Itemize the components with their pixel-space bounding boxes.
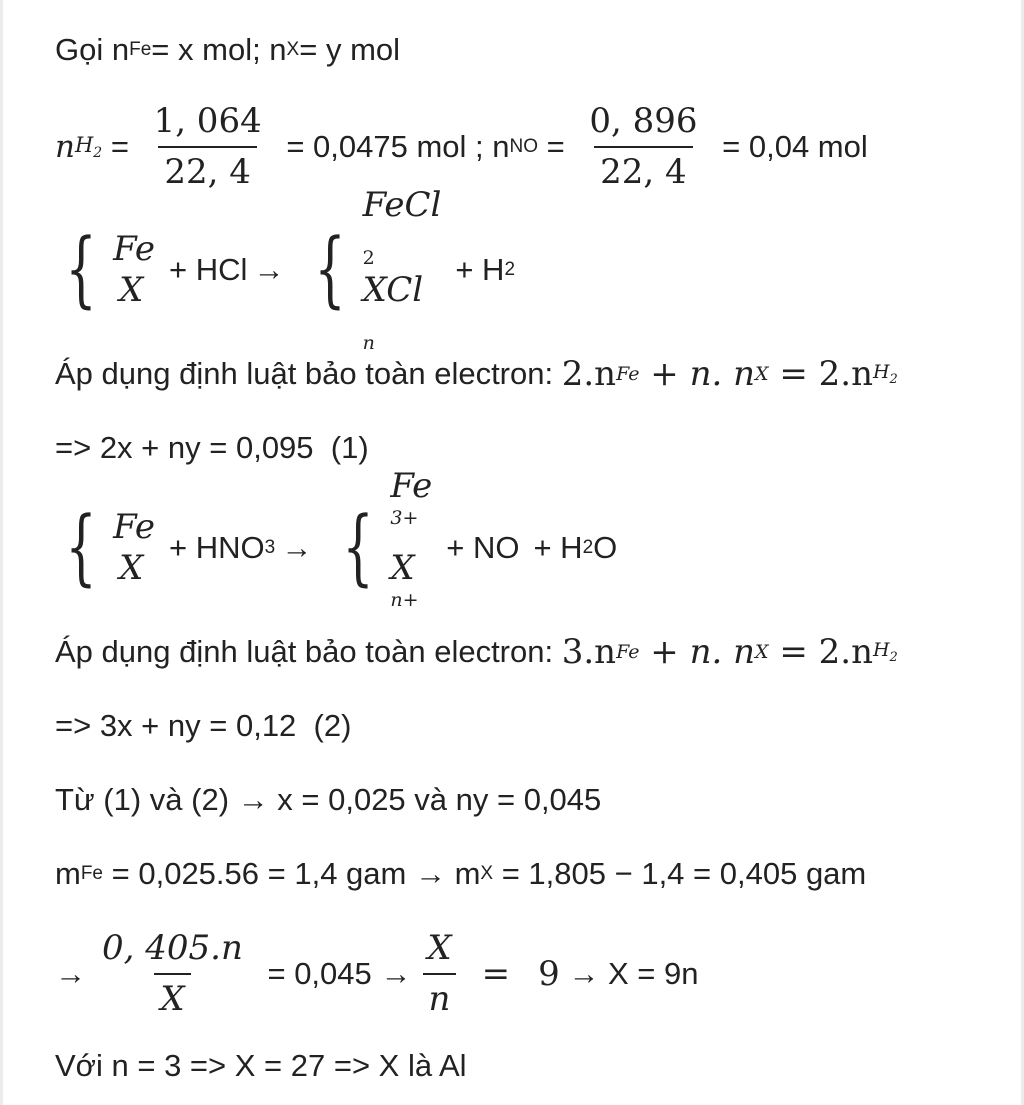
reactant-fe: Fe xyxy=(113,229,156,270)
math: 2.n xyxy=(561,354,617,394)
math: = xyxy=(481,954,511,994)
subscript xyxy=(873,639,898,665)
reagent: + HCl xyxy=(169,252,248,287)
math: = xyxy=(768,632,819,672)
denominator: 22, 4 xyxy=(158,146,257,191)
math: = xyxy=(768,354,819,394)
subsubscript: 2 xyxy=(889,649,898,665)
numerator: 0, 896 xyxy=(589,100,698,141)
subscript xyxy=(873,361,898,387)
text: Với n = 3 => X = 27 => X là Al xyxy=(55,1048,467,1083)
text: Từ (1) và (2) → x = 0,025 và ny = 0,045 xyxy=(55,782,602,817)
math: + xyxy=(639,632,690,672)
left-brace-icon: { xyxy=(342,500,374,595)
left-brace-icon: { xyxy=(65,222,97,317)
subscript: 2 xyxy=(504,259,516,280)
subsubscript: 2 xyxy=(93,145,103,162)
arrow-icon: → xyxy=(281,530,313,565)
subscript-text: H xyxy=(872,639,890,662)
formula: XCl xyxy=(362,270,424,310)
math: n. n xyxy=(689,632,755,672)
reactant-stack xyxy=(113,229,155,311)
math: 9 xyxy=(538,954,560,994)
fraction-h2 xyxy=(148,100,268,192)
superscript: n+ xyxy=(390,588,419,611)
text: = 0,04 mol xyxy=(713,129,868,164)
denominator: 22, 4 xyxy=(594,146,693,191)
arrow-icon: → xyxy=(55,956,86,991)
reagent: + HNO xyxy=(169,530,265,565)
numerator: 0, 405.n xyxy=(102,927,243,968)
subscript: Fe xyxy=(616,363,640,385)
product-xcln xyxy=(363,270,442,355)
subscript: Fe xyxy=(616,641,640,663)
text: → X = 9n xyxy=(559,956,699,991)
formula: Fe xyxy=(390,466,433,507)
product-no: + NO xyxy=(446,530,520,565)
left-brace-icon: { xyxy=(314,222,347,317)
math: 2.n xyxy=(818,354,873,394)
math: 3.n xyxy=(561,632,617,672)
text: = 0,0475 mol ; n xyxy=(277,129,510,164)
text: = 1,805 − 1,4 = 0,405 gam xyxy=(493,856,867,891)
subscript: n xyxy=(362,331,375,354)
product-fecl2 xyxy=(363,185,442,270)
reactant-x: X xyxy=(119,548,144,588)
math: n. n xyxy=(689,354,755,394)
product-xn xyxy=(390,548,432,630)
line-variables xyxy=(55,26,1011,74)
line-ratio xyxy=(55,918,1011,1030)
line-moles xyxy=(55,92,1011,202)
subscript: Fe xyxy=(129,39,152,60)
text: = x mol; n xyxy=(151,32,287,67)
subsubscript: 2 xyxy=(889,371,898,387)
numerator: X xyxy=(427,927,452,968)
superscript: 3+ xyxy=(390,507,419,530)
fraction-mass xyxy=(96,927,249,1019)
product-stack xyxy=(363,185,442,354)
text: = 0,045 → xyxy=(258,956,412,991)
subscript: NO xyxy=(509,136,539,157)
product-fe3 xyxy=(390,466,432,548)
line-equation-1 xyxy=(55,424,1011,472)
text: => 2x + ny = 0,095 (1) xyxy=(55,430,369,465)
text: Áp dụng định luật bảo toàn electron: xyxy=(55,634,562,669)
denominator: n xyxy=(423,973,457,1018)
line-electron-balance-1 xyxy=(55,346,1011,402)
arrow-icon: → xyxy=(253,252,285,287)
reactant-stack xyxy=(113,507,155,589)
text: = y mol xyxy=(299,32,401,67)
line-reaction-hcl xyxy=(55,185,1011,354)
fraction-x-n xyxy=(421,927,457,1019)
product-h2: + H xyxy=(455,252,505,287)
fraction-no xyxy=(583,100,703,192)
line-mass xyxy=(55,850,1011,898)
text: Áp dụng định luật bảo toàn electron: xyxy=(55,356,562,391)
subscript-text: H xyxy=(872,361,890,384)
line-conclusion xyxy=(55,1042,1011,1090)
math-symbol: n xyxy=(55,129,75,165)
denominator: X xyxy=(154,973,190,1018)
text: => 3x + ny = 0,12 (2) xyxy=(55,708,352,743)
reactant-x: X xyxy=(119,270,144,310)
subscript-text: H xyxy=(74,132,94,157)
subscript: X xyxy=(754,363,769,385)
subscript: Fe xyxy=(80,863,104,884)
product-h2o: + H xyxy=(533,530,583,565)
subscript: 2 xyxy=(362,247,375,270)
subscript: X xyxy=(754,641,769,663)
subscript xyxy=(75,133,102,161)
subscript: X xyxy=(480,863,494,884)
text: O xyxy=(593,530,618,565)
numerator: 1, 064 xyxy=(153,100,262,141)
math: + xyxy=(639,354,690,394)
subscript: X xyxy=(286,39,300,60)
text: Gọi n xyxy=(55,32,130,67)
subscript: 2 xyxy=(582,537,594,558)
formula: FeCl xyxy=(362,185,442,226)
text: m xyxy=(55,856,81,891)
line-solve xyxy=(55,776,1011,824)
product-stack xyxy=(390,466,432,629)
line-electron-balance-2 xyxy=(55,624,1011,680)
reactant-fe: Fe xyxy=(113,507,156,548)
left-brace-icon: { xyxy=(65,500,97,595)
text: = xyxy=(538,129,574,164)
text: = 0,025.56 = 1,4 gam → m xyxy=(103,856,481,891)
math: 2.n xyxy=(818,632,873,672)
line-equation-2 xyxy=(55,702,1011,750)
subscript: 3 xyxy=(264,537,276,558)
line-reaction-hno3 xyxy=(55,466,1011,611)
text: = xyxy=(102,129,138,164)
formula: X xyxy=(390,548,415,588)
